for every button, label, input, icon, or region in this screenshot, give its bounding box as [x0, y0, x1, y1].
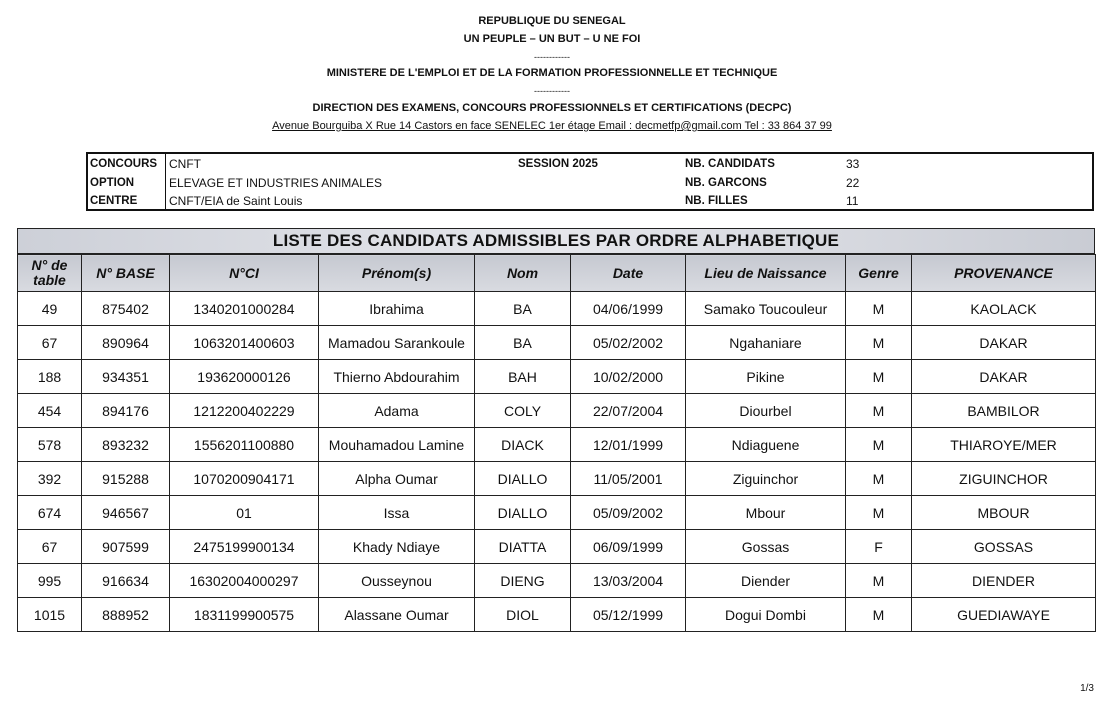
cell-provenance: DIENDER: [912, 564, 1096, 598]
country-name: REPUBLIQUE DU SENEGAL: [478, 15, 626, 27]
cell-provenance: DAKAR: [912, 360, 1096, 394]
cell-provenance: GOSSAS: [912, 530, 1096, 564]
cell-table-no: 188: [18, 360, 82, 394]
header-table-number-line2: table: [33, 272, 66, 288]
cell-nom: BA: [475, 292, 571, 326]
cell-base: 907599: [82, 530, 170, 564]
centre-value: CNFT/EIA de Saint Louis: [169, 194, 303, 208]
header-provenance: PROVENANCE: [912, 255, 1096, 292]
cell-table-no: 392: [18, 462, 82, 496]
nb-candidats-label: NB. CANDIDATS: [685, 158, 775, 170]
header-base: N° BASE: [82, 255, 170, 292]
cell-lieu: Pikine: [686, 360, 846, 394]
cell-genre: M: [846, 326, 912, 360]
cell-genre: M: [846, 292, 912, 326]
cell-base: 893232: [82, 428, 170, 462]
table-row: [18, 326, 1096, 360]
table-row: [18, 428, 1096, 462]
table-row: [18, 598, 1096, 632]
cell-prenom: Ibrahima: [319, 292, 475, 326]
cell-prenom: Issa: [319, 496, 475, 530]
national-motto: UN PEUPLE – UN BUT – U NE FOI: [463, 33, 641, 45]
cell-nom: DIALLO: [475, 462, 571, 496]
table-row: [18, 564, 1096, 598]
header-prenom: Prénom(s): [319, 255, 475, 292]
cell-table-no: 67: [18, 530, 82, 564]
cell-genre: M: [846, 496, 912, 530]
cell-date: 13/03/2004: [571, 564, 686, 598]
cell-lieu: Diender: [686, 564, 846, 598]
cell-ci: 1070200904171: [170, 462, 319, 496]
cell-lieu: Gossas: [686, 530, 846, 564]
cell-table-no: 454: [18, 394, 82, 428]
cell-nom: DIOL: [475, 598, 571, 632]
cell-nom: DIACK: [475, 428, 571, 462]
cell-provenance: KAOLACK: [912, 292, 1096, 326]
cell-ci: 16302004000297: [170, 564, 319, 598]
concours-value: CNFT: [169, 157, 201, 171]
cell-prenom: Adama: [319, 394, 475, 428]
table-body: [18, 292, 1096, 632]
cell-table-no: 995: [18, 564, 82, 598]
cell-prenom: Ousseynou: [319, 564, 475, 598]
nb-candidats-value: 33: [846, 157, 860, 171]
nb-garcons-value: 22: [846, 176, 860, 190]
cell-lieu: Ziguinchor: [686, 462, 846, 496]
cell-ci: 01: [170, 496, 319, 530]
cell-base: 934351: [82, 360, 170, 394]
cell-date: 04/06/1999: [571, 292, 686, 326]
separator-2: ------------: [534, 86, 570, 96]
direction-name: DIRECTION DES EXAMENS, CONCOURS PROFESSIONNELS ET CERTIFICATIONS (DECPC): [312, 102, 792, 114]
cell-nom: COLY: [475, 394, 571, 428]
cell-prenom: Thierno Abdourahim: [319, 360, 475, 394]
cell-nom: BAH: [475, 360, 571, 394]
cell-date: 22/07/2004: [571, 394, 686, 428]
candidates-table: [17, 254, 1096, 632]
cell-table-no: 1015: [18, 598, 82, 632]
cell-date: 06/09/1999: [571, 530, 686, 564]
cell-genre: M: [846, 428, 912, 462]
cell-lieu: Ndiaguene: [686, 428, 846, 462]
cell-ci: 1340201000284: [170, 292, 319, 326]
cell-date: 11/05/2001: [571, 462, 686, 496]
nb-filles-value: 11: [846, 194, 859, 208]
centre-label: CENTRE: [90, 195, 138, 207]
cell-table-no: 578: [18, 428, 82, 462]
cell-lieu: Ngahaniare: [686, 326, 846, 360]
cell-genre: M: [846, 360, 912, 394]
cell-base: 915288: [82, 462, 170, 496]
cell-date: 05/02/2002: [571, 326, 686, 360]
cell-lieu: Diourbel: [686, 394, 846, 428]
cell-nom: DIALLO: [475, 496, 571, 530]
cell-genre: F: [846, 530, 912, 564]
table-row: [18, 360, 1096, 394]
cell-lieu: Mbour: [686, 496, 846, 530]
cell-table-no: 674: [18, 496, 82, 530]
table-row: [18, 530, 1096, 564]
cell-base: 890964: [82, 326, 170, 360]
nb-garcons-label: NB. GARCONS: [685, 177, 767, 189]
ministry-name: MINISTERE DE L'EMPLOI ET DE LA FORMATION PROFESSIONNELLE ET TECHNIQUE: [326, 67, 778, 79]
cell-ci: 1063201400603: [170, 326, 319, 360]
cell-ci: 1556201100880: [170, 428, 319, 462]
header-nom: Nom: [475, 255, 571, 292]
page-number: 1/3: [1080, 683, 1094, 694]
cell-genre: M: [846, 598, 912, 632]
header-date: Date: [571, 255, 686, 292]
cell-genre: M: [846, 462, 912, 496]
cell-ci: 193620000126: [170, 360, 319, 394]
cell-date: 12/01/1999: [571, 428, 686, 462]
concours-label: CONCOURS: [90, 158, 158, 170]
cell-ci: 2475199900134: [170, 530, 319, 564]
cell-genre: M: [846, 394, 912, 428]
session-label: SESSION 2025: [518, 158, 598, 170]
table-row: [18, 292, 1096, 326]
cell-date: 10/02/2000: [571, 360, 686, 394]
cell-table-no: 67: [18, 326, 82, 360]
cell-date: 05/12/1999: [571, 598, 686, 632]
cell-prenom: Alassane Oumar: [319, 598, 475, 632]
nb-filles-label: NB. FILLES: [685, 195, 748, 207]
option-label: OPTION: [90, 177, 135, 189]
cell-prenom: Mouhamadou Lamine: [319, 428, 475, 462]
cell-lieu: Dogui Dombi: [686, 598, 846, 632]
cell-provenance: BAMBILOR: [912, 394, 1096, 428]
table-header-row: [18, 255, 1096, 292]
header-lieu: Lieu de Naissance: [686, 255, 846, 292]
cell-provenance: DAKAR: [912, 326, 1096, 360]
header-table-number-line1: N° de: [31, 257, 68, 273]
table-row: [18, 496, 1096, 530]
cell-nom: DIATTA: [475, 530, 571, 564]
header-genre: Genre: [846, 255, 912, 292]
info-column-divider: [165, 154, 166, 209]
option-value: ELEVAGE ET INDUSTRIES ANIMALES: [169, 176, 382, 190]
cell-ci: 1212200402229: [170, 394, 319, 428]
cell-provenance: GUEDIAWAYE: [912, 598, 1096, 632]
cell-date: 05/09/2002: [571, 496, 686, 530]
cell-provenance: THIAROYE/MER: [912, 428, 1096, 462]
cell-base: 916634: [82, 564, 170, 598]
cell-genre: M: [846, 564, 912, 598]
address-line: Avenue Bourguiba X Rue 14 Castors en face SENELEC 1er étage Email : decmetfp@gmail.com Tel : 33 864 37 99: [272, 120, 832, 132]
cell-table-no: 49: [18, 292, 82, 326]
header-table-number: [18, 255, 82, 292]
cell-provenance: ZIGUINCHOR: [912, 462, 1096, 496]
cell-prenom: Mamadou Sarankoule: [319, 326, 475, 360]
separator-1: ------------: [534, 52, 570, 62]
cell-provenance: MBOUR: [912, 496, 1096, 530]
table-row: [18, 462, 1096, 496]
table-title: LISTE DES CANDIDATS ADMISSIBLES PAR ORDRE ALPHABETIQUE: [17, 228, 1095, 254]
cell-base: 946567: [82, 496, 170, 530]
header-ci: N°CI: [170, 255, 319, 292]
cell-base: 888952: [82, 598, 170, 632]
cell-base: 894176: [82, 394, 170, 428]
exam-info-box: [86, 152, 1094, 211]
cell-nom: BA: [475, 326, 571, 360]
cell-lieu: Samako Toucouleur: [686, 292, 846, 326]
cell-prenom: Khady Ndiaye: [319, 530, 475, 564]
cell-nom: DIENG: [475, 564, 571, 598]
cell-ci: 1831199900575: [170, 598, 319, 632]
table-row: [18, 394, 1096, 428]
cell-base: 875402: [82, 292, 170, 326]
cell-prenom: Alpha Oumar: [319, 462, 475, 496]
